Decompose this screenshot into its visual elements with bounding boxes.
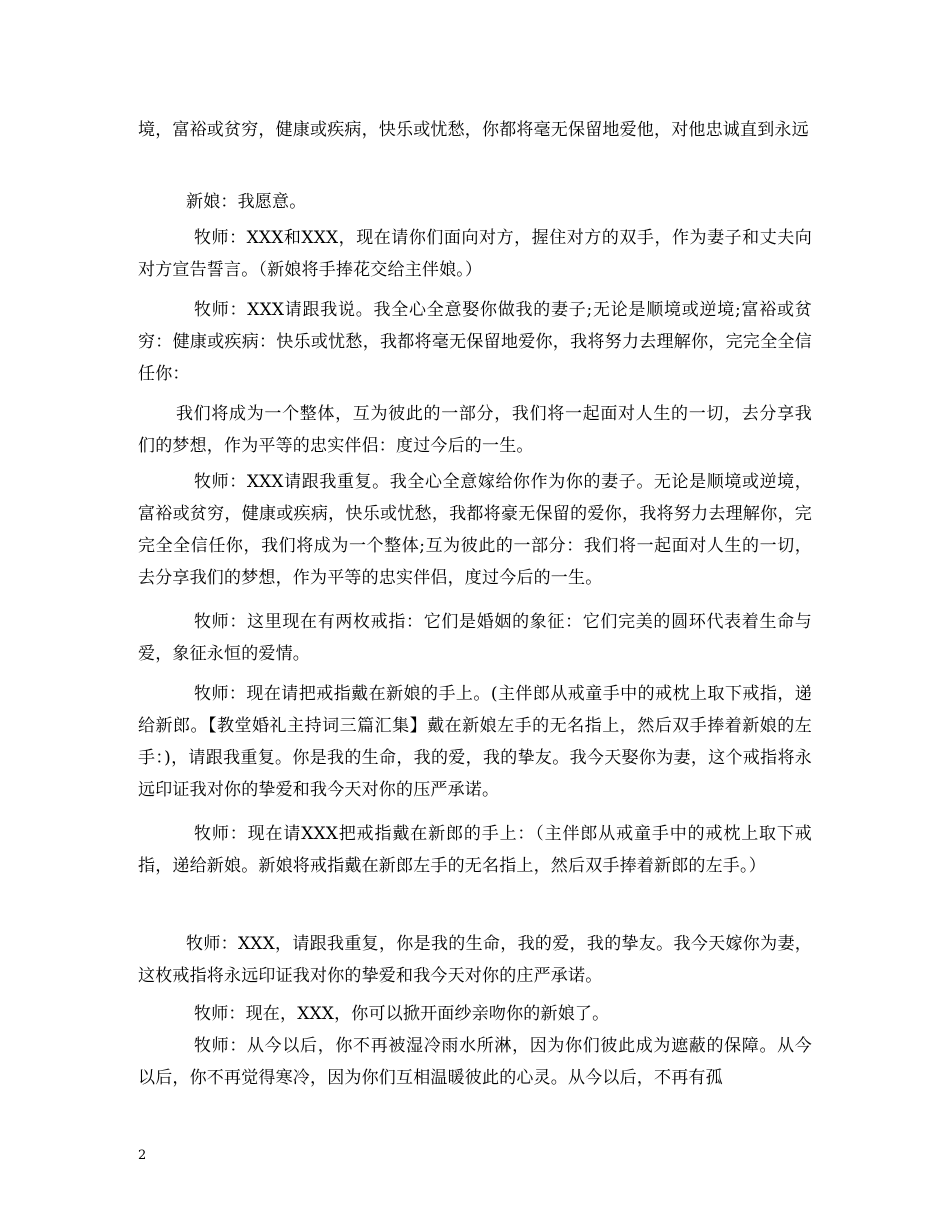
paragraph-4: 牧师：XXX请跟我说。我全心全意娶你做我的妻子;无论是顺境或逆境;富裕或贫穷：健康或疾病：快乐或忧愁，我都将毫无保留地爱你，我将努力去理解你，完完全全信任你：	[138, 300, 812, 384]
paragraph-1: 境，富裕或贫穷，健康或疾病，快乐或忧愁，你都将毫无保留地爱他，对他忠诚直到永远	[138, 120, 809, 140]
paragraph-12: 牧师：从今以后，你不再被湿冷雨水所淋，因为你们彼此成为遮蔽的保障。从今以后，你不再觉得寒冷，因为你们互相温暖彼此的心灵。从今以后，不再有孤	[138, 1036, 812, 1088]
paragraph-11: 牧师：现在，XXX，你可以掀开面纱亲吻你的新娘了。	[194, 1004, 610, 1024]
page-number: 2	[138, 1148, 147, 1163]
paragraph-9: 牧师：现在请XXX把戒指戴在新郎的手上：（主伴郎从戒童手中的戒枕上取下戒指，递给新娘。新娘将戒指戴在新郎左手的无名指上，然后双手捧着新郎的左手。）	[138, 824, 812, 876]
paragraph-3: 牧师：XXX和XXX，现在请你们面向对方，握住对方的双手，作为妻子和丈夫向对方宣告誓言。（新娘将手捧花交给主伴娘。）	[138, 228, 812, 280]
paragraph-8: 牧师：现在请把戒指戴在新娘的手上。(主伴郎从戒童手中的戒枕上取下戒指，递给新郎。【教堂婚礼主持词三篇汇集】戴在新娘左手的无名指上，然后双手捧着新娘的左手：)，请跟我重复。你是我的生命，我的爱，我的挚友。我今天娶你为妻，这个戒指将永远印证我对你的挚爱和我今天对你的压严承诺。	[138, 684, 812, 800]
paragraph-7: 牧师：这里现在有两枚戒指：它们是婚姻的象征：它们完美的圆环代表着生命与爱，象征永恒的爱情。	[138, 612, 812, 664]
paragraph-2: 新娘：我愿意。	[186, 192, 307, 212]
paragraph-5: 我们将成为一个整体，互为彼此的一部分，我们将一起面对人生的一切，去分享我们的梦想，作为平等的忠实伴侣：度过今后的一生。	[138, 404, 812, 456]
paragraph-10: 牧师：XXX，请跟我重复，你是我的生命，我的爱，我的挚友。我今天嫁你为妻，这枚戒指将永远印证我对你的挚爱和我今天对你的庄严承诺。	[138, 934, 812, 986]
paragraph-6: 牧师：XXX请跟我重复。我全心全意嫁给你作为你的妻子。无论是顺境或逆境，富裕或贫穷，健康或疾病，快乐或忧愁，我都将豪无保留的爱你，我将努力去理解你，完完全全信任你，我们将成为一个整体;互为彼此的一部分：我们将一起面对人生的一切，去分享我们的梦想，作为平等的忠实伴侣，度过今后的一生。	[138, 472, 812, 588]
